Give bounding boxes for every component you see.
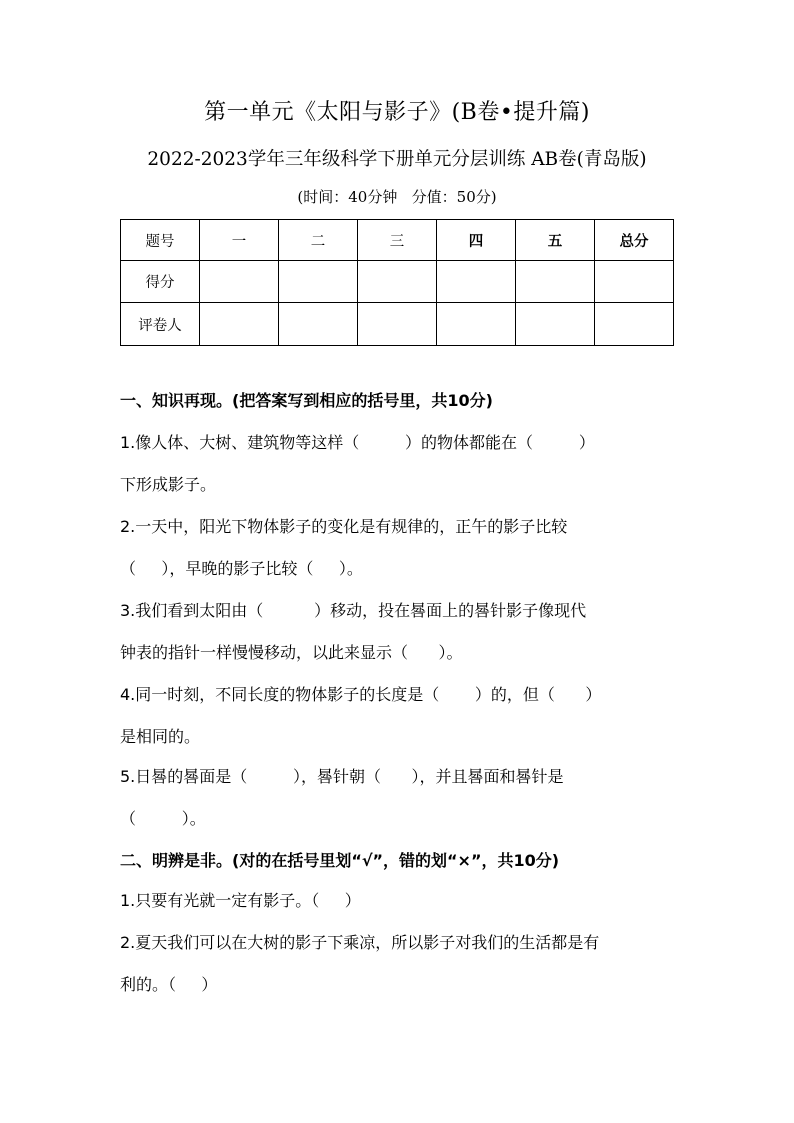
score-cell[interactable] [200, 261, 279, 303]
score-cell[interactable] [358, 261, 437, 303]
question-line: 下形成影子。 [120, 475, 217, 494]
section-heading-2: 二、明辨是非。(对的在括号里划“√”，错的划“×”，共10分) [120, 851, 560, 870]
question-line: 1.像人体、大树、建筑物等这样（ ）的物体都能在（ ） [120, 433, 595, 452]
score-cell[interactable] [437, 261, 516, 303]
question-line: 利的。（ ） [120, 975, 218, 994]
header-cell-total: 总分 [595, 220, 674, 261]
question-line: 钟表的指针一样慢慢移动，以此来显示（ ）。 [120, 643, 463, 662]
score-cell[interactable] [279, 261, 358, 303]
header-cell-2: 二 [279, 220, 358, 261]
question-line: （ ）。 [120, 809, 206, 828]
header-cell-1: 一 [200, 220, 279, 261]
question-line: 1.只要有光就一定有影子。（ ） [120, 891, 361, 910]
grader-cell[interactable] [279, 303, 358, 346]
question-line: 5.日晷的晷面是（ ），晷针朝（ ），并且晷面和晷针是 [120, 767, 564, 786]
row-label-grader: 评卷人 [121, 303, 200, 346]
question-line: 是相同的。 [120, 727, 201, 746]
page-title: 第一单元《太阳与影子》(B卷•提升篇) [204, 100, 590, 125]
grader-cell[interactable] [437, 303, 516, 346]
score-table-header-row [121, 220, 674, 261]
score-row [121, 261, 674, 303]
grader-cell[interactable] [595, 303, 674, 346]
question-line: （ ），早晚的影子比较（ ）。 [120, 559, 363, 578]
question-line: 3.我们看到太阳由（ ）移动，投在晷面上的晷针影子像现代 [120, 601, 587, 620]
question-line: 2.一天中，阳光下物体影子的变化是有规律的，正午的影子比较 [120, 517, 568, 536]
exam-meta: (时间：40分钟 分值：50分) [297, 188, 497, 206]
score-cell[interactable] [595, 261, 674, 303]
score-table [120, 219, 674, 346]
header-cell-label: 题号 [121, 220, 200, 261]
grader-cell[interactable] [358, 303, 437, 346]
header-cell-4: 四 [437, 220, 516, 261]
page-subtitle: 2022-2023学年三年级科学下册单元分层训练 AB卷(青岛版) [147, 149, 647, 170]
grader-cell[interactable] [200, 303, 279, 346]
grader-cell[interactable] [516, 303, 595, 346]
score-cell[interactable] [516, 261, 595, 303]
header-cell-3: 三 [358, 220, 437, 261]
grader-row [121, 303, 674, 346]
question-line: 4.同一时刻，不同长度的物体影子的长度是（ ）的，但（ ） [120, 685, 602, 704]
header-cell-5: 五 [516, 220, 595, 261]
row-label-score: 得分 [121, 261, 200, 303]
question-line: 2.夏天我们可以在大树的影子下乘凉，所以影子对我们的生活都是有 [120, 933, 600, 952]
section-heading-1: 一、知识再现。(把答案写到相应的括号里，共10分) [120, 391, 493, 410]
